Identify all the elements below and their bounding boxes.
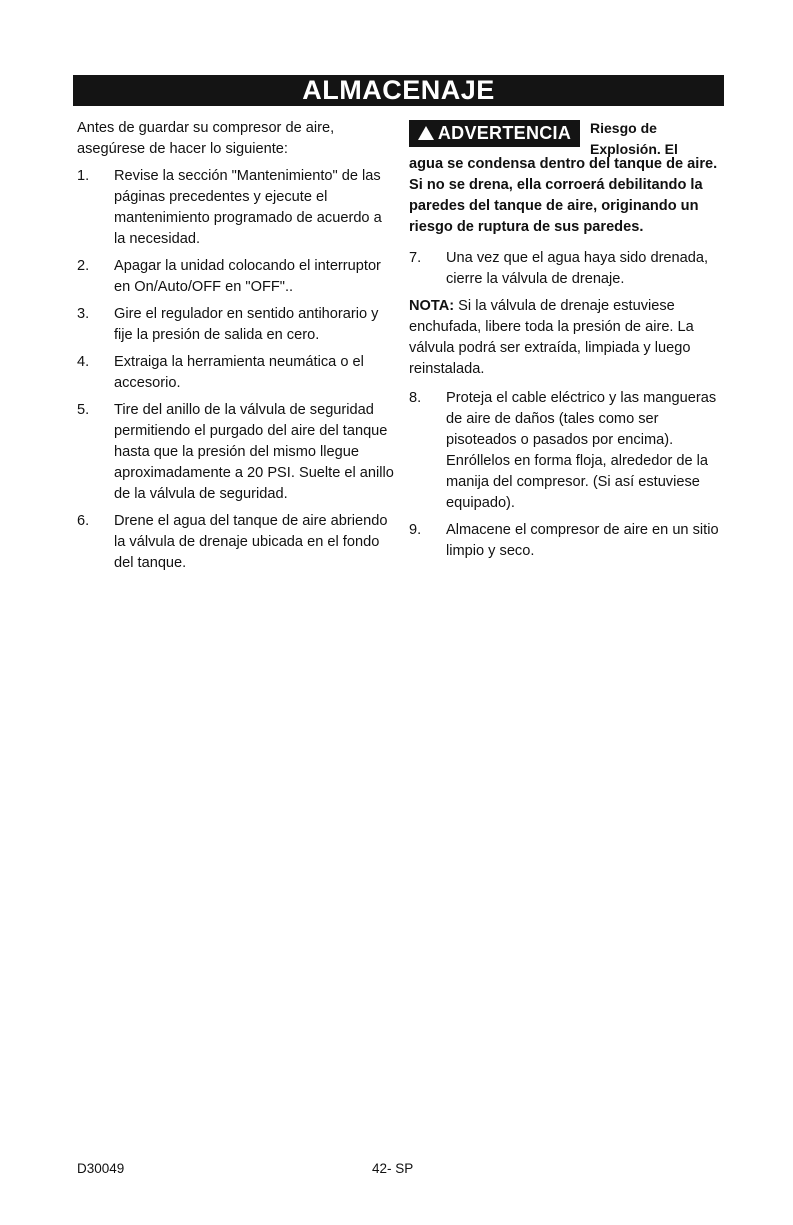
item-text: Revise la sección "Mantenimiento" de las páginas precedentes y ejecute el mantenimiento programado de acuerdo a la necesidad.	[114, 168, 382, 247]
list-item	[409, 388, 727, 514]
list-item	[77, 400, 395, 505]
item-text: Gire el regulador en sentido antihorario y fije la presión de salida en cero.	[114, 306, 379, 343]
warning-side-line-1: Riesgo de	[590, 120, 657, 136]
item-number: 4.	[77, 354, 90, 370]
warning-badge	[409, 120, 580, 147]
list-item	[77, 256, 395, 298]
item-text: Extraiga la herramienta neumática o el accesorio.	[114, 354, 364, 391]
item-number: 6.	[77, 513, 90, 529]
warning-side-text	[590, 118, 678, 160]
item-number: 1.	[77, 168, 90, 184]
item-number: 3.	[77, 306, 90, 322]
item-number: 7.	[409, 250, 422, 266]
warning-label: ADVERTENCIA	[437, 123, 572, 143]
page-number: 42- SP	[372, 1161, 414, 1176]
item-text: Apagar la unidad colocando el interruptor en On/Auto/OFF en "OFF"..	[114, 258, 381, 295]
document-code: D30049	[77, 1161, 125, 1176]
warning-text: agua se condensa dentro del tanque de aire. Si no se drena, ella corroerá debilitando la paredes del tanque de aire, originando un riesgo de ruptura de sus paredes.	[409, 156, 718, 235]
list-item	[77, 166, 395, 250]
note-label: NOTA:	[409, 298, 455, 314]
note-paragraph	[409, 296, 727, 380]
list-item	[77, 352, 395, 394]
list-item	[77, 511, 395, 574]
right-column	[409, 118, 727, 568]
section-title: ALMACENAJE	[73, 75, 724, 106]
warning-header	[409, 118, 727, 157]
warning-side-line-2: Explosión. El	[590, 141, 678, 157]
note-text: Si la válvula de drenaje estuviese enchufada, libere toda la presión de aire. La válvula podrá ser extraída, limpiada y luego reinstalada.	[409, 298, 694, 377]
item-number: 5.	[77, 402, 90, 418]
item-text: Proteja el cable eléctrico y las mangueras de aire de daños (tales como ser pisoteados o pasados por encima). Enróllelos en forma floja, alrededor de la manija del compresor. (Si así estuviese equipado).	[446, 390, 717, 511]
item-text: Almacene el compresor de aire en un sitio limpio y seco.	[446, 522, 719, 559]
item-number: 9.	[409, 522, 422, 538]
warning-triangle-icon	[418, 126, 434, 140]
list-item	[409, 248, 727, 290]
item-number: 2.	[77, 258, 90, 274]
left-column	[77, 118, 395, 580]
list-item	[409, 520, 727, 562]
intro-text: Antes de guardar su compresor de aire, asegúrese de hacer lo siguiente:	[77, 120, 335, 157]
item-text: Tire del anillo de la válvula de seguridad permitiendo el purgado del aire del tanque hasta que la presión del mismo llegue aproximadamente a 20 PSI. Suelte el anillo de la válvula de seguridad.	[114, 402, 394, 502]
item-number: 8.	[409, 390, 422, 406]
item-text: Drene el agua del tanque de aire abriendo la válvula de drenaje ubicada en el fondo del tanque.	[114, 513, 388, 571]
list-item	[77, 304, 395, 346]
item-text: Una vez que el agua haya sido drenada, cierre la válvula de drenaje.	[446, 250, 709, 287]
